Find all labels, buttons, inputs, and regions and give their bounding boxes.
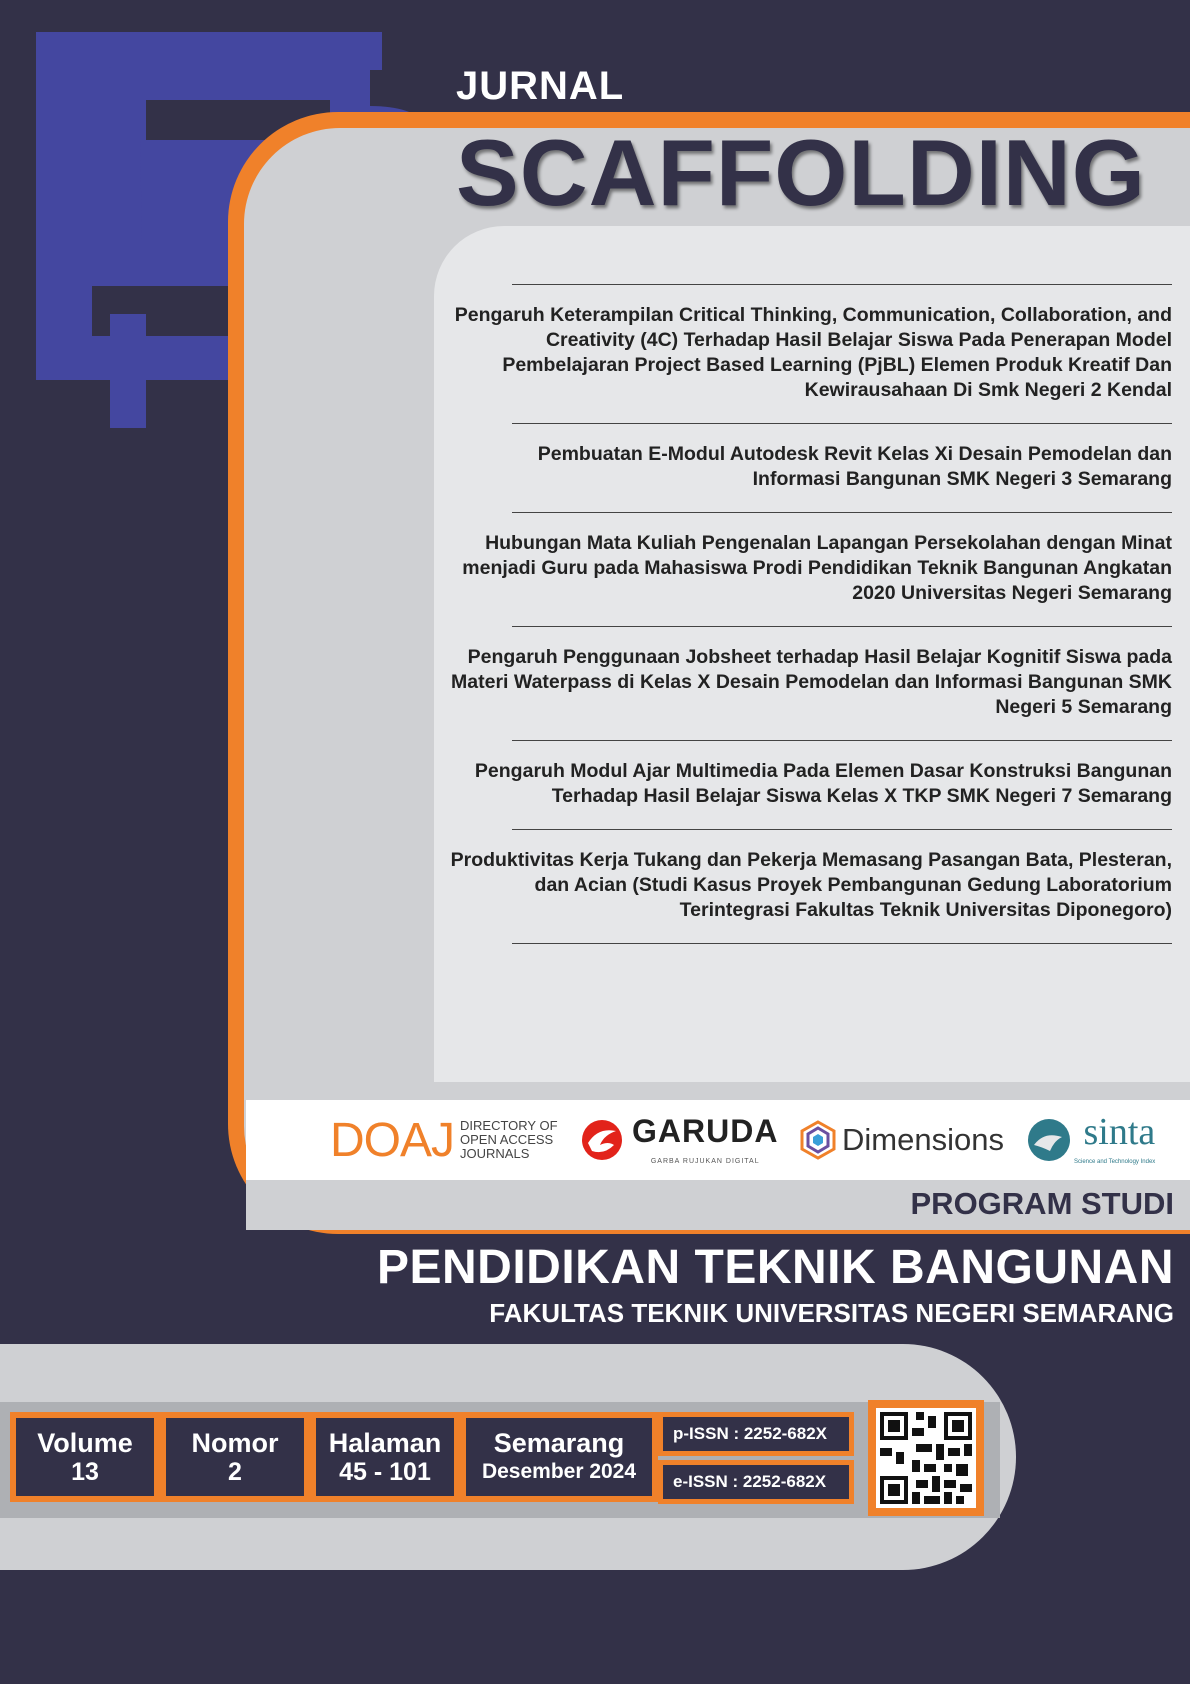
garuda-icon [578, 1119, 626, 1161]
article-title: Hubungan Mata Kuliah Pengenalan Lapangan Persekolahan dengan Minat menjadi Guru pada Mahasiswa Prodi Pendidikan Teknik Bangunan Angkatan 2020 Universitas Negeri Semarang [462, 532, 1172, 604]
e-issn: e-ISSN : 2252-682X [658, 1460, 854, 1504]
halaman-value: 45 - 101 [339, 1458, 431, 1486]
city-label: Semarang [493, 1428, 625, 1458]
article-title: Pengaruh Modul Ajar Multimedia Pada Elemen Dasar Konstruksi Bangunan Terhadap Hasil Belajar Siswa Kelas X TKP SMK Negeri 7 Semarang [474, 760, 1172, 807]
divider [512, 817, 1172, 830]
doaj-sub: JOURNALS [460, 1146, 530, 1161]
volume-label: Volume [37, 1428, 133, 1458]
doaj-sub: DIRECTORY OF [460, 1118, 558, 1133]
dimensions-icon [798, 1120, 838, 1160]
nomor-value: 2 [228, 1458, 242, 1486]
doaj-sub: OPEN ACCESS [460, 1132, 554, 1147]
divider [512, 500, 1172, 513]
divider [512, 614, 1172, 627]
article-title: Pembuatan E-Modul Autodesk Revit Kelas Xi Desain Pemodelan dan Informasi Bangunan SMK Negeri 3 Semarang [537, 443, 1172, 490]
article-list [448, 272, 1172, 944]
faculty-name: FAKULTAS TEKNIK UNIVERSITAS NEGERI SEMARANG [489, 1298, 1174, 1328]
divider [512, 728, 1172, 741]
article-title: Pengaruh Keterampilan Critical Thinking, Communication, Collaboration, and Creativity (4C) Terhadap Hasil Belajar Siswa Pada Penerapan Model Pembelajaran Project Based Learning (PjBL) Elemen Produk Kreatif Dan Kewirausahaan Di Smk Negeri 2 Kendal [454, 304, 1172, 401]
program-name: PENDIDIKAN TEKNIK BANGUNAN [376, 1241, 1174, 1294]
nomor-box [160, 1412, 310, 1502]
p-issn: p-ISSN : 2252-682X [658, 1412, 854, 1456]
volume-value: 13 [71, 1458, 99, 1486]
article-title: Pengaruh Penggunaan Jobsheet terhadap Hasil Belajar Kognitif Siswa pada Materi Waterpass di Kelas X Desain Pemodelan dan Informasi Bangunan SMK Negeri 5 Semarang [451, 646, 1172, 718]
sinta-logo[interactable] [1026, 1110, 1155, 1170]
article-title: Produktivitas Kerja Tukang dan Pekerja Memasang Pasangan Bata, Plesteran, dan Acian (Studi Kasus Proyek Pembangunan Gedung Laboratorium Terintegrasi Fakultas Teknik Universitas Diponegoro) [450, 849, 1172, 921]
journal-title: SCAFFOLDING [456, 120, 1146, 225]
journal-kicker: JURNAL [456, 64, 625, 108]
dimensions-wordmark: Dimensions [842, 1122, 1004, 1157]
qr-code-icon [876, 1408, 976, 1508]
garuda-logo[interactable] [578, 1110, 778, 1170]
garuda-wordmark: GARUDA [632, 1112, 779, 1149]
qr-code[interactable] [868, 1400, 984, 1516]
program-label: PROGRAM STUDI [910, 1186, 1174, 1221]
volume-box [10, 1412, 160, 1502]
issue-date: Desember 2024 [481, 1460, 637, 1483]
sinta-icon [1026, 1117, 1072, 1163]
divider [512, 272, 1172, 285]
indexing-strip [246, 1100, 1190, 1180]
divider [512, 931, 1172, 944]
garuda-sub: GARBA RUJUKAN DIGITAL [650, 1157, 760, 1165]
divider [512, 411, 1172, 424]
date-box [460, 1412, 658, 1502]
halaman-label: Halaman [328, 1428, 442, 1458]
doaj-logo[interactable] [330, 1110, 558, 1170]
sinta-sub: Science and Technology Index [1074, 1159, 1156, 1165]
doaj-wordmark: DOAJ [330, 1113, 455, 1167]
sinta-wordmark: sinta [1083, 1111, 1156, 1153]
dimensions-logo[interactable] [798, 1110, 1004, 1170]
nomor-label: Nomor [191, 1428, 279, 1458]
halaman-box [310, 1412, 460, 1502]
